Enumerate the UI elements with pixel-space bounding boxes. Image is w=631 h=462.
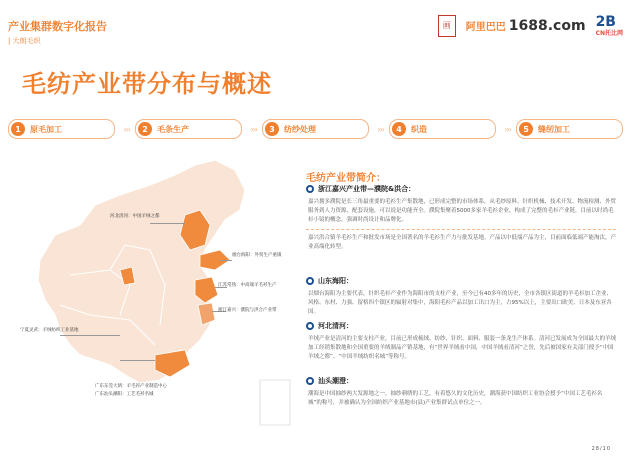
step-number: 4 xyxy=(392,122,406,136)
map-label-jiangsu: 江苏常熟：中高端羊毛衫生产 xyxy=(218,283,277,288)
block-hebei xyxy=(306,321,616,362)
step-label: 缝纫加工 xyxy=(538,124,570,134)
annotation-line xyxy=(120,360,155,361)
block-text: 嘉兴拥多濮院是长三角最重要的毛衫生产集散地，已形成完整的市场体系，从毛纱原料、针织机械、技术开发、物流检测、外贸服务到人力资源、配套设施，可以说是功能齐全。濮院集聚着5000多家羊毛衫企业，构成了完整的毛衫产业链，目前以时尚毛衫小镜的概念，强调时尚设计和品牌化。 xyxy=(308,199,617,223)
map-label-hebei: 河北清河：中国羊绒之都 xyxy=(110,214,160,219)
brand-seal-logo: 画 xyxy=(438,15,456,37)
page-number: 28/10 xyxy=(591,446,611,452)
report-subtitle: | 大朗毛织 xyxy=(8,37,41,45)
divider xyxy=(306,229,616,230)
block-text: 羊绒产业是清河的主要支柱产业，目前已形成梳绒、纺纱、针织、面料、服装一条龙生产体系。清河已发展成为全国最大的羊绒加工经销集散地和全国重要的羊绒制品产销基地，有“世界羊绒看中国，中国羊绒看清河”之誉，先后被国家有关部门授予“中国羊绒之都”、“中国羊绒纺织名城”等称号。 xyxy=(308,336,617,360)
step-2 xyxy=(135,119,257,139)
logo-bar xyxy=(438,14,623,37)
step-number: 3 xyxy=(265,122,279,136)
logo-1688 xyxy=(466,18,586,34)
china-map xyxy=(0,155,300,440)
page-title: 毛纺产业带分布与概述 xyxy=(22,70,272,98)
step-label: 纺纱处理 xyxy=(284,124,316,134)
logo-tobi xyxy=(596,14,623,37)
step-4 xyxy=(389,119,511,139)
map-base-shape xyxy=(38,160,245,383)
block-shantou xyxy=(306,376,616,408)
step-number: 2 xyxy=(138,122,152,136)
map-label-zhejiang: 浙江嘉兴：濮院与洪合产业带 xyxy=(218,308,277,313)
logo-2b-sub: CN托比网 xyxy=(595,30,623,37)
bullet-icon xyxy=(306,377,314,385)
site-logo-text: 1688.com xyxy=(508,17,586,34)
process-steps xyxy=(8,120,623,138)
map-label-guangdong-1: 广东东莞大朗：羊毛衫产业制造中心 xyxy=(95,384,167,389)
map-south-sea-inset xyxy=(260,380,290,425)
report-title: 产业集群数字化报告 xyxy=(8,20,107,33)
step-label: 毛条生产 xyxy=(157,124,189,134)
chevron-right-icon: ››› xyxy=(504,124,511,134)
bullet-icon xyxy=(306,277,314,285)
block-heading: 山东海阳： xyxy=(318,277,353,285)
bullet-icon xyxy=(306,185,314,193)
bullet-icon xyxy=(306,322,314,330)
map-label-ningxia: 宁夏灵武：羊绒纺织工业基地 xyxy=(20,328,79,333)
step-5 xyxy=(516,119,623,139)
block-text: 以烟台海阳为主要代表，针织毛衫产业作为海阳市的支柱产业，至今已有40多年的历史，全市各镇区街道的羊毛衫加工企业、风格、东村、力强、留格四个镇区的辐射对集中，海阳毛衫产品以加工出口为主，占95%以上，主要出口欧美、日本及东亚各国。 xyxy=(308,291,613,315)
map-label-guangdong-2: 广东汕头潮阳：工艺毛衫名城 xyxy=(95,392,154,397)
step-number: 1 xyxy=(11,122,25,136)
step-label: 原毛加工 xyxy=(30,124,62,134)
block-heading: 浙江嘉兴产业带—濮院&洪合： xyxy=(318,185,416,193)
intro-title: 毛纺产业带简介： xyxy=(306,173,386,184)
step-number: 5 xyxy=(519,122,533,136)
step-3 xyxy=(262,119,384,139)
annotation-line xyxy=(150,223,185,224)
block-text: 嘉兴洪合镇羊毛衫生产和批发市场是全国著名的羊毛衫生产力与批发基地。产品以中低端产品为主，目前面临低端产能淘汰，产业高端化转型。 xyxy=(308,235,617,250)
annotation-line xyxy=(60,335,120,336)
step-1 xyxy=(8,119,130,139)
report-header xyxy=(8,18,107,46)
alibaba-logo-text: 阿里巴巴 xyxy=(465,21,506,33)
map-label-shandong: 烟台海阳：外贸生产重镇 xyxy=(232,253,282,258)
annotation-line xyxy=(220,260,232,261)
block-shandong xyxy=(306,276,616,317)
chevron-right-icon: ››› xyxy=(250,124,257,134)
step-label: 织造 xyxy=(411,124,427,134)
chevron-right-icon: ››› xyxy=(123,124,130,134)
chevron-right-icon: ››› xyxy=(377,124,384,134)
block-heading: 汕头潮澄： xyxy=(318,377,353,385)
logo-2b-text: 2B xyxy=(595,14,616,30)
block-text: 潮海是中国抽纱两大发源地之一，抽纱刺绣的工艺，有着悠久的文化历史，潮海获中国纺织工业协会授予“中国工艺毛衫名城”的称号，并被确认为全国纺织产业基地市(县)产业集群试点单位之一。 xyxy=(308,391,603,406)
block-heading: 河北清河： xyxy=(318,322,353,330)
block-zhejiang xyxy=(306,184,616,252)
china-map-svg xyxy=(0,155,300,440)
